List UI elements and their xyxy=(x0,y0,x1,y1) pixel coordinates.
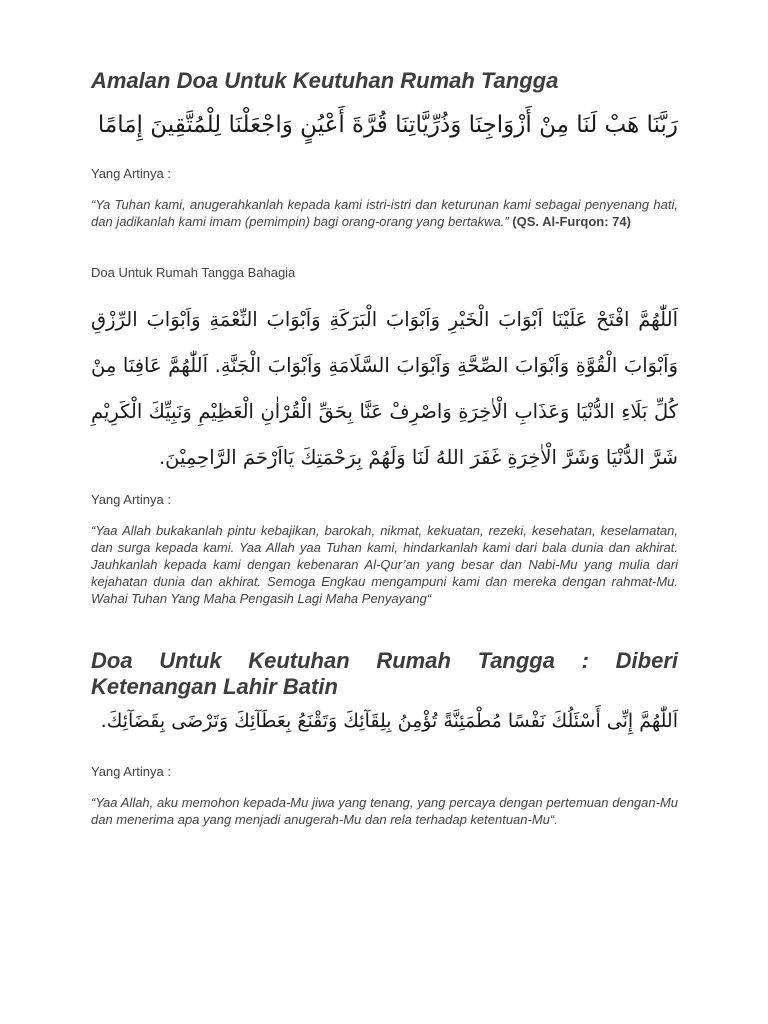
page-title: Amalan Doa Untuk Keutuhan Rumah Tangga xyxy=(91,68,559,93)
meaning-label-1: Yang Artinya : xyxy=(91,166,171,181)
meaning-label-3: Yang Artinya : xyxy=(91,764,171,779)
section-title-inner-peace: Doa Untuk Keutuhan Rumah Tangga : Diberi Ketenangan Lahir Batin xyxy=(91,648,678,699)
verse-reference: (QS. Al-Furqon: 74) xyxy=(512,214,631,229)
meaning-quote-1: “Ya Tuhan kami, anugerahkanlah kepada kami istri-istri dan keturunan kami sebagai penyenang hati, dan jadikanlah kami imam (pemimpin) bagi orang-orang yang bertakwa.” xyxy=(91,197,678,229)
meaning-label-2: Yang Artinya : xyxy=(91,492,171,507)
meaning-text-2: “Yaa Allah bukakanlah pintu kebajikan, barokah, nikmat, kekuatan, rezeki, kesehatan, keselamatan, dan surga kepada kami. Yaa Allah yaa Tuhan kami, hindarkanlah kami dari bala dunia dan akhirat. Jauhkanlah kepada kami dengan kebenaran Al-Qur’an yang besar dan Nabi-Mu yang mulia dari kejahatan dunia dan akhirat. Semoga Engkau mengampuni kami dan mereka dengan rahmat-Mu. Wahai Tuhan Yang Maha Pengasih Lagi Maha Penyayang“ xyxy=(91,523,678,606)
meaning-text-3: “Yaa Allah, aku memohon kepada-Mu jiwa yang tenang, yang percaya dengan pertemuan dengan-Mu dan menerima apa yang menjadi anugerah-Mu dan rela terhadap ketentuan-Mu“. xyxy=(91,795,678,827)
meaning-text-1 xyxy=(91,196,678,230)
arabic-prayer-inner-peace: اَللّٰهُمَّ إِنِّى أَسْئَلُكَ نَفْسًا مُطْمَئِنَّةً تُؤْمِنُ بِلِقَآئِكَ وَتَقْنَعُ بِعَطَآئِكَ وَتَرْضَى بِقَضَآئِكَ. xyxy=(100,710,678,732)
arabic-prayer-happy-household: اَللّٰهُمَّ افْتَحْ عَلَيْنَا اَبْوَابَ الْخَيْرِ وَاَبْوَابَ الْبَرَكَةِ وَاَبْوَابَ النِّعْمَةِ وَاَبْوَابَ الرِّزْقِ وَاَبْوَابَ الْقُوَّةِ وَاَبْوَابَ الصِّحَّةِ وَاَبْوَابَ السَّلَامَةِ وَاَبْوَابَ الْجَنَّةِ. اَللّٰهُمَّ عَافِنَا مِنْ كُلِّ بَلَاءِ الدُّنْيَا وَعَذَابِ الْاٰخِرَةِ وَاصْرِفْ عَنَّا بِحَقِّ الْقُرْاٰنِ الْعَظِيْمِ وَنَبِيِّكَ الْكَرِيْمِ شَرَّ الدُّنْيَا وَشَرَّ الْاٰخِرَةِ غَفَرَ اللهُ لَنَا وَلَهُمْ بِرَحْمَتِكَ يَااَرْحَمَ الرَّاحِمِيْنَ. xyxy=(91,308,678,469)
subtitle-happy-household: Doa Untuk Rumah Tangga Bahagia xyxy=(91,265,296,280)
arabic-verse-furqon: رَبَّنَا هَبْ لَنَا مِنْ أَزْوَاجِنَا وَذُرِّيَّاتِنَا قُرَّةَ أَعْيُنٍ وَاجْعَلْنَا لِلْمُتَّقِينَ إِمَامًا xyxy=(97,112,678,138)
